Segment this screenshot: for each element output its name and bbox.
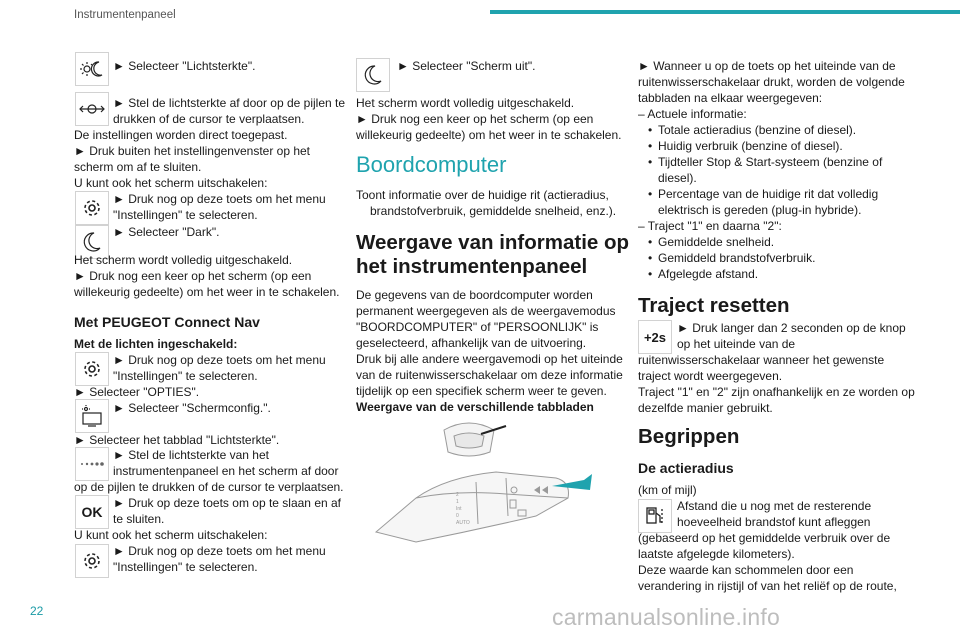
text-line: Druk bij alle andere weergavemodi op het uiteinde: [356, 352, 623, 366]
text-line: Het scherm wordt volledig uitgeschakeld.: [356, 96, 575, 110]
text-line: ruitenwisserschakelaar wanneer het gewenste: [638, 353, 885, 367]
text-line: drukken of de cursor te verplaatsen.: [113, 112, 305, 126]
text-line: Met de lichten ingeschakeld:: [74, 337, 238, 351]
text-line: Toont informatie over de huidige rit (actieradius,: [356, 188, 609, 202]
text-line: – Actuele informatie:: [638, 107, 747, 121]
text-line: hoeveelheid brandstof kunt afleggen: [677, 515, 871, 529]
text-line: op de pijlen te drukken of de cursor te verplaatsen.: [74, 480, 344, 494]
watermark: carmanualsonline.info: [552, 604, 780, 630]
text-line: ► Druk op deze toets om op te slaan en af: [113, 496, 342, 510]
gear-icon: [75, 352, 109, 386]
text-line: ► Selecteer "OPTIES".: [74, 385, 200, 399]
section-heading: Begrippen: [638, 425, 740, 448]
fuel-range-icon: [638, 499, 672, 533]
text-line: ► Selecteer "Schermconfig.".: [113, 401, 271, 415]
section-heading: Weergave van informatie op: [356, 231, 630, 254]
section-heading: Traject resetten: [638, 294, 790, 317]
text-line: ► Selecteer het tabblad "Lichtsterkte".: [74, 433, 280, 447]
list-item: • Gemiddelde snelheid.: [648, 235, 775, 249]
text-line: Traject "1" en "2" zijn onafhankelijk en ze worden op: [638, 385, 915, 399]
text-line: ► Druk buiten het instellingenvenster op het: [74, 144, 311, 158]
text-line: permanent weergegeven als de weergavemodus: [356, 304, 616, 318]
subsection-heading: De actieradius: [638, 460, 734, 476]
section-heading: het instrumentenpaneel: [356, 255, 588, 278]
gear-icon: [75, 191, 109, 225]
text-line: "Instellingen" te selecteren.: [113, 369, 258, 383]
section-heading: Met PEUGEOT Connect Nav: [74, 314, 260, 330]
text-line: ► Druk nog op deze toets om het menu: [113, 353, 326, 367]
list-item: • Huidig verbruik (benzine of diesel).: [648, 139, 843, 153]
svg-text:2: 2: [456, 492, 459, 498]
svg-text:0: 0: [456, 513, 459, 519]
page-header-title: Instrumentenpaneel: [74, 9, 176, 21]
text-line: ► Wanneer u op de toets op het uiteinde van de: [638, 59, 896, 73]
text-line: ► Druk langer dan 2 seconden op de knop: [677, 321, 906, 335]
list-item: • Percentage van de huidige rit dat volledig: [648, 187, 879, 201]
text-line: "Instellingen" te selecteren.: [113, 208, 258, 222]
text-line: willekeurig gedeelte) om het weer in te schakelen.: [356, 128, 622, 142]
text-line: De instellingen worden direct toegepast.: [74, 128, 288, 142]
slider-cursor-icon: [75, 92, 109, 126]
text-line: ► Selecteer "Scherm uit".: [397, 59, 536, 73]
hold-2s-icon: +2s: [638, 320, 672, 354]
text-line: scherm om af te sluiten.: [74, 160, 202, 174]
list-item: • Afgelegde afstand.: [648, 267, 759, 281]
svg-text:1: 1: [456, 499, 459, 505]
list-item: • Totale actieradius (benzine of diesel).: [648, 123, 857, 137]
svg-text:AUTO: AUTO: [456, 520, 470, 526]
list-item: • Tijdteller Stop & Start-systeem (benzine of: [648, 155, 883, 169]
header-accent-bar: [490, 10, 960, 14]
text-line: U kunt ook het scherm uitschakelen:: [74, 176, 268, 190]
text-line: ► Selecteer "Dark".: [113, 225, 220, 239]
text-line: (km of mijl): [638, 483, 697, 497]
text-line: ► Druk nog een keer op het scherm (op een: [356, 112, 594, 126]
text-line: ► Druk nog een keer op het scherm (op een: [74, 269, 312, 283]
text-line: "BOORDCOMPUTER" of "PERSOONLIJK" is: [356, 320, 599, 334]
wiper-stalk-illustration: [356, 412, 606, 547]
text-line: diesel).: [658, 171, 697, 185]
text-line: elektrisch is gereden (plug-in hybride).: [658, 203, 862, 217]
text-line: willekeurig gedeelte) om het weer in te schakelen.: [74, 285, 340, 299]
text-line: laatste afgelegde kilometers).: [638, 547, 795, 561]
text-line: verandering in rijstijl of van het reliëf op de route,: [638, 579, 897, 593]
text-line: Het scherm wordt volledig uitgeschakeld.: [74, 253, 293, 267]
chapter-title: Boordcomputer: [356, 152, 507, 177]
text-line: ► Druk nog op deze toets om het menu: [113, 192, 326, 206]
brightness-levels-icon: [75, 447, 109, 481]
text-line: – Traject "1" en daarna "2":: [638, 219, 782, 233]
moon-icon: [356, 58, 390, 92]
text-line: op het uiteinde van de: [677, 337, 796, 351]
text-line: ► Selecteer "Lichtsterkte".: [113, 59, 256, 73]
text-line: tijdelijk op een specifiek scherm weer te geven.: [356, 384, 607, 398]
text-line: brandstofverbruik, gemiddelde snelheid, enz.).: [370, 204, 617, 218]
text-line: U kunt ook het scherm uitschakelen:: [74, 528, 268, 542]
text-line: Deze waarde kan schommelen door een: [638, 563, 854, 577]
text-line: tabbladen na elkaar weergegeven:: [638, 91, 823, 105]
brightness-icon: [75, 52, 109, 86]
text-line: (gebaseerd op het gemiddelde verbruik over de: [638, 531, 891, 545]
text-line: geselecteerd, afhankelijk van de uitvoering.: [356, 336, 587, 350]
text-line: ► Stel de lichtsterkte van het: [113, 448, 269, 462]
list-item: • Gemiddeld brandstofverbruik.: [648, 251, 816, 265]
screen-brightness-icon: [75, 399, 109, 433]
gear-icon: [75, 544, 109, 578]
svg-text:Int: Int: [456, 506, 462, 512]
text-line: te sluiten.: [113, 512, 165, 526]
text-line: ► Druk nog op deze toets om het menu: [113, 544, 326, 558]
text-line: van de ruitenwisserschakelaar om deze informatie: [356, 368, 623, 382]
text-line: traject wordt weergegeven.: [638, 369, 783, 383]
ok-icon: OK: [75, 495, 109, 529]
text-line: "Instellingen" te selecteren.: [113, 560, 258, 574]
text-line: dezelfde manier gebruikt.: [638, 401, 773, 415]
text-line: instrumentenpaneel en het scherm af door: [113, 464, 339, 478]
text-line: ruitenwisserschakelaar drukt, worden de volgende: [638, 75, 905, 89]
text-line: ► Stel de lichtsterkte af door op de pijlen te: [113, 96, 346, 110]
text-line: Afstand die u nog met de resterende: [677, 499, 872, 513]
text-line: Weergave van de verschillende tabbladen: [356, 400, 594, 414]
page-number: 22: [30, 604, 44, 618]
text-line: De gegevens van de boordcomputer worden: [356, 288, 593, 302]
